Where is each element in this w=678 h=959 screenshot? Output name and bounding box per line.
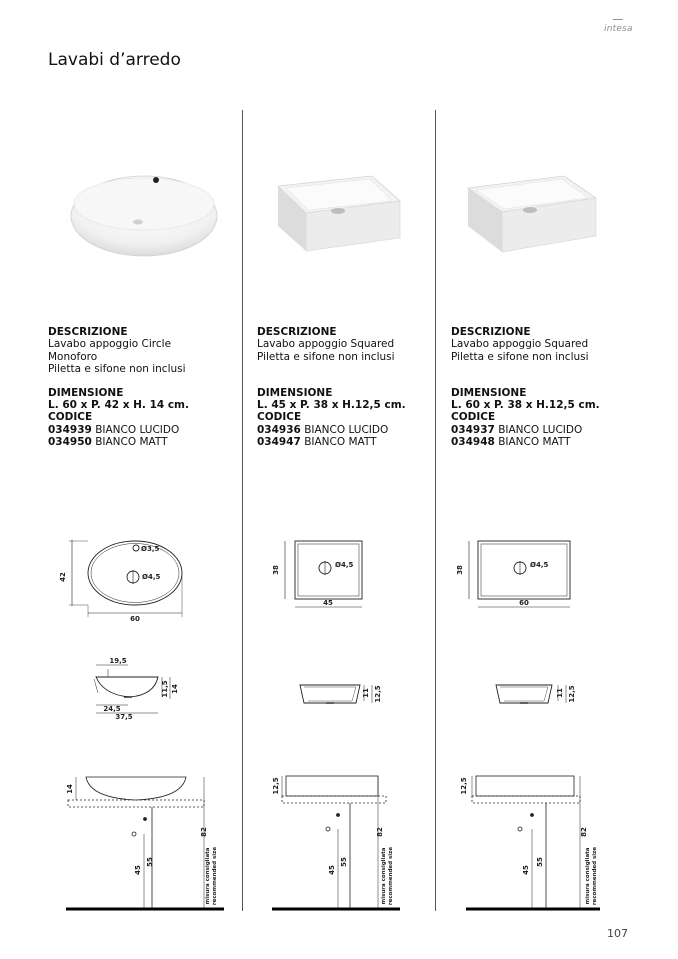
description-line: Lavabo appoggio Squared (257, 338, 395, 351)
dim-install-pipe2: 55 (536, 857, 544, 867)
product-finish: BIANCO LUCIDO (95, 423, 180, 436)
install-note-it: misura consigliata (381, 847, 387, 905)
dim-side-3: 37,5 (115, 713, 133, 721)
page-title: Lavabi d’arredo (48, 50, 181, 70)
product-code: 034950 (48, 436, 92, 449)
top-view-drawing-circle (55, 533, 225, 623)
product-finish: BIANCO MATT (498, 436, 571, 449)
dim-depth: 38 (272, 565, 280, 575)
dim-install-pipe2: 55 (340, 857, 348, 867)
column-divider (435, 110, 436, 911)
dim-hole-drain: Ø4,5 (335, 561, 354, 569)
brand-logo: intesa (604, 24, 633, 34)
dim-install-total: 82 (376, 827, 384, 837)
install-note-en: recommended size (388, 846, 394, 906)
product-finish: BIANCO LUCIDO (498, 423, 583, 436)
description-line: Monoforo (48, 350, 98, 363)
install-note-en: recommended size (592, 846, 598, 906)
dim-install-total: 82 (200, 827, 208, 837)
column-divider (242, 110, 243, 911)
dim-install-pipe2: 55 (146, 857, 154, 867)
product-finish: BIANCO MATT (95, 436, 168, 449)
dim-side-h-total: 14 (171, 684, 179, 694)
description-line: Piletta e sifone non inclusi (451, 350, 589, 363)
product-code: 034937 (451, 423, 495, 436)
dim-side-h-inner: 11,5 (161, 680, 169, 698)
dim-install-basin: 14 (66, 784, 74, 794)
top-view-drawing-squared-60 (452, 533, 592, 613)
dim-install-total: 82 (580, 827, 588, 837)
dim-side-1: 19,5 (109, 657, 127, 665)
product-info-squared-45 (257, 326, 432, 449)
product-photo-circle (60, 160, 225, 260)
description-heading: DESCRIZIONE (257, 326, 337, 338)
dimension-value: L. 45 x P. 38 x H.12,5 cm. (257, 399, 406, 412)
dim-install-basin: 12,5 (460, 777, 468, 795)
dim-install-pipe1: 45 (522, 865, 530, 875)
code-row (451, 424, 626, 436)
install-note-it: misura consigliata (585, 847, 591, 905)
product-info-squared-60 (451, 326, 626, 449)
dim-side-h-total: 12,5 (568, 685, 576, 703)
code-heading: CODICE (257, 411, 302, 424)
dimension-heading: DIMENSIONE (48, 386, 124, 399)
side-view-drawing-squared-60 (490, 675, 590, 715)
product-code: 034936 (257, 423, 301, 436)
install-view-drawing-squared-45 (268, 772, 418, 914)
install-view-drawing-squared-60 (458, 772, 608, 914)
product-info-circle (48, 326, 223, 449)
dim-width: 60 (130, 615, 140, 623)
code-heading: CODICE (48, 411, 93, 424)
description-line: Lavabo appoggio Circle (48, 338, 172, 351)
dim-hole-drain: Ø4,5 (530, 561, 549, 569)
dim-install-pipe1: 45 (134, 865, 142, 875)
dimension-heading: DIMENSIONE (257, 386, 333, 399)
product-finish: BIANCO MATT (304, 436, 377, 449)
description-line: Piletta e sifone non inclusi (48, 363, 186, 376)
dim-side-2: 24,5 (103, 705, 121, 713)
dim-hole-drain: Ø4,5 (142, 573, 161, 581)
dim-depth: 42 (59, 572, 67, 582)
description-line: Lavabo appoggio Squared (451, 338, 589, 351)
dimension-heading: DIMENSIONE (451, 386, 527, 399)
code-row (257, 424, 432, 436)
product-code: 034947 (257, 436, 301, 449)
dim-side-h-inner: 11 (556, 688, 564, 698)
install-view-drawing-circle (60, 772, 230, 914)
dimension-value: L. 60 x P. 42 x H. 14 cm. (48, 399, 189, 412)
description-heading: DESCRIZIONE (48, 326, 128, 338)
brand-logo-mark (611, 19, 623, 23)
dim-side-h-inner: 11 (362, 688, 370, 698)
dimension-value: L. 60 x P. 38 x H.12,5 cm. (451, 399, 600, 412)
product-photo-squared-45 (270, 166, 420, 261)
product-code: 034939 (48, 423, 92, 436)
top-view-drawing-squared-45 (265, 533, 375, 613)
product-photo-squared-60 (462, 166, 612, 261)
code-row (48, 436, 223, 448)
side-view-drawing-squared-45 (292, 675, 392, 715)
product-finish: BIANCO LUCIDO (304, 423, 389, 436)
code-row (451, 436, 626, 448)
dim-install-pipe1: 45 (328, 865, 336, 875)
dim-depth: 38 (456, 565, 464, 575)
dim-width: 45 (323, 599, 333, 607)
dim-side-h-total: 12,5 (374, 685, 382, 703)
product-code: 034948 (451, 436, 495, 449)
description-line: Piletta e sifone non inclusi (257, 350, 395, 363)
dim-install-basin: 12,5 (272, 777, 280, 795)
install-note-it: misura consigliata (205, 847, 211, 905)
description-heading: DESCRIZIONE (451, 326, 531, 338)
side-view-drawing-circle (80, 655, 195, 730)
code-row (48, 424, 223, 436)
dim-hole-tap: Ø3,5 (141, 545, 160, 553)
page-number: 107 (607, 927, 628, 940)
code-row (257, 436, 432, 448)
code-heading: CODICE (451, 411, 496, 424)
dim-width: 60 (519, 599, 529, 607)
install-note-en: recommended size (212, 846, 218, 906)
